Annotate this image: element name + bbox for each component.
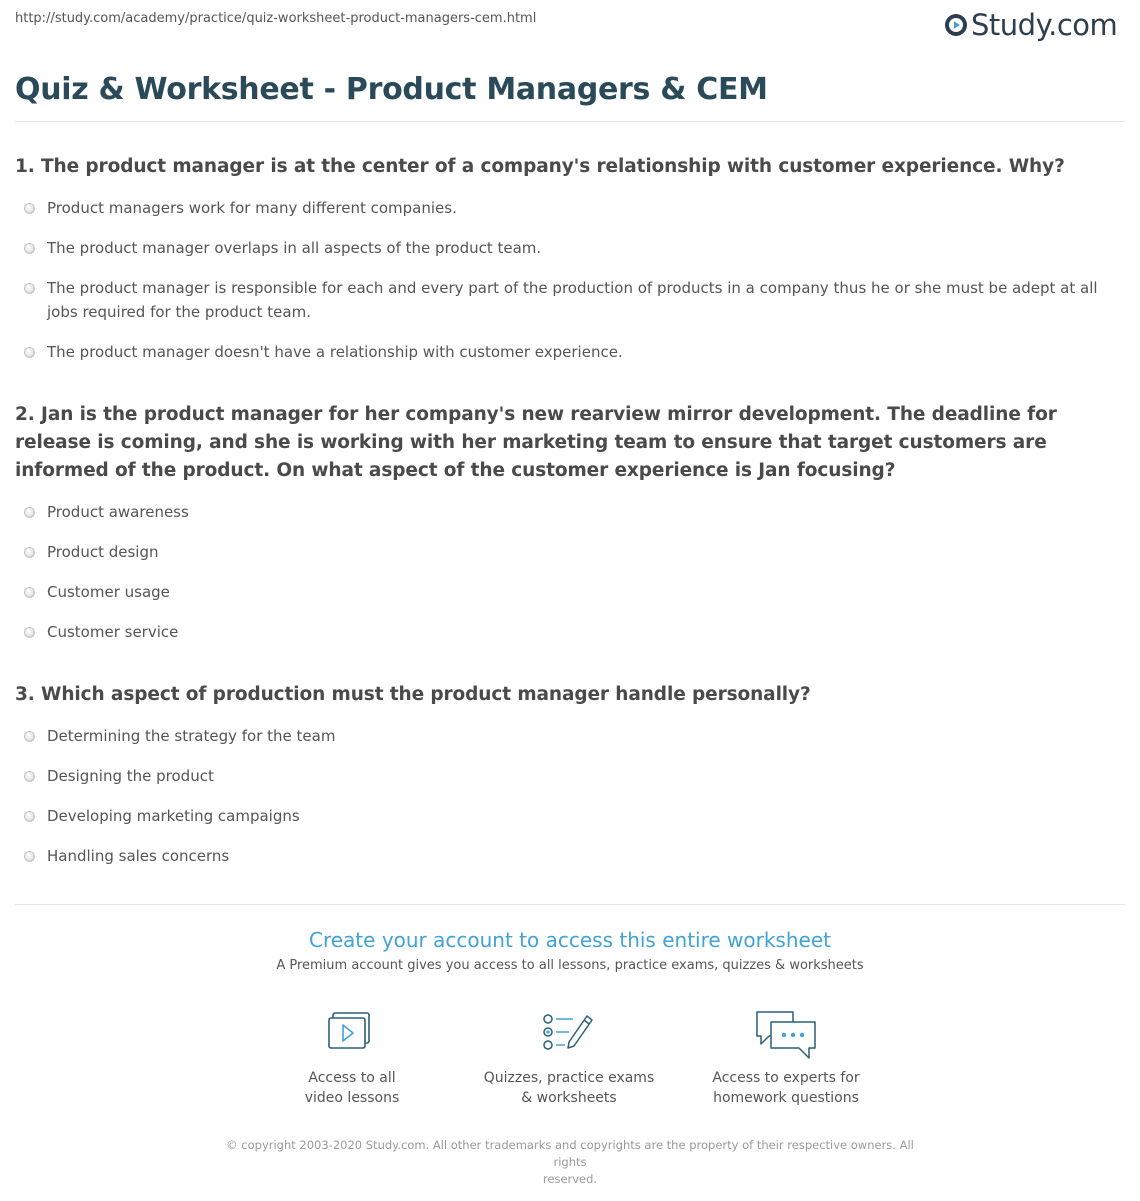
question-1 <box>15 153 1115 364</box>
answer-label: Customer usage <box>47 583 170 601</box>
cta-subtitle: A Premium account gives you access to all lessons, practice exams, quizzes & worksheets <box>276 958 864 973</box>
answer-label: Handling sales concerns <box>47 847 230 865</box>
feature-experts <box>686 1008 886 1108</box>
page-title: Quiz & Worksheet - Product Managers & CEM <box>15 72 768 107</box>
answer-option[interactable] <box>15 804 1107 828</box>
question-text: 3. Which aspect of production must the product manager handle personally? <box>15 684 811 705</box>
study-logo[interactable] <box>944 7 1117 43</box>
answer-label: Designing the product <box>47 767 214 785</box>
answer-label: The product manager is responsible for each and every part of the production of products in a company thus he or she must be adept at all jobs required for the product team. <box>47 279 1098 321</box>
chat-bubbles-icon <box>753 1008 819 1062</box>
radio-icon[interactable] <box>24 243 35 254</box>
radio-icon[interactable] <box>24 587 35 598</box>
cta-divider <box>15 904 1125 905</box>
answer-label: The product manager overlaps in all aspects of the product team. <box>47 239 542 257</box>
play-circle-icon <box>944 13 968 37</box>
radio-icon[interactable] <box>24 731 35 742</box>
title-divider <box>15 121 1125 122</box>
radio-icon[interactable] <box>24 771 35 782</box>
answer-option[interactable] <box>15 236 1107 260</box>
feature-label: Quizzes, practice exams & worksheets <box>483 1070 655 1106</box>
question-2 <box>15 401 1115 644</box>
top-bar <box>0 0 1140 50</box>
feature-video-lessons <box>252 1008 452 1108</box>
answer-label: Product managers work for many different companies. <box>47 199 457 217</box>
answer-option[interactable] <box>15 580 1107 604</box>
answer-label: Determining the strategy for the team <box>47 727 336 745</box>
feature-quizzes <box>469 1008 669 1108</box>
radio-icon[interactable] <box>24 507 35 518</box>
answer-list <box>15 724 1115 868</box>
radio-icon[interactable] <box>24 347 35 358</box>
copyright-notice: © copyright 2003-2020 Study.com. All other trademarks and copyrights are the property of their respective owners. All rights reserved. <box>226 1138 914 1186</box>
feature-label: Access to experts for homework questions <box>712 1070 860 1106</box>
question-text: 1. The product manager is at the center of a company's relationship with customer experience. Why? <box>15 156 1065 177</box>
radio-icon[interactable] <box>24 547 35 558</box>
answer-option[interactable] <box>15 196 1107 220</box>
radio-icon[interactable] <box>24 283 35 294</box>
answer-label: The product manager doesn't have a relationship with customer experience. <box>47 343 623 361</box>
answer-label: Customer service <box>47 623 179 641</box>
answer-option[interactable] <box>15 764 1107 788</box>
logo-text: Study.com <box>971 8 1118 42</box>
page-url: http://study.com/academy/practice/quiz-worksheet-product-managers-cem.html <box>15 11 537 26</box>
answer-label: Product design <box>47 543 159 561</box>
radio-icon[interactable] <box>24 627 35 638</box>
answer-label: Product awareness <box>47 503 189 521</box>
answer-list <box>15 500 1115 644</box>
answer-option[interactable] <box>15 724 1107 748</box>
radio-icon[interactable] <box>24 851 35 862</box>
answer-option[interactable] <box>15 844 1107 868</box>
answer-list <box>15 196 1115 364</box>
question-3 <box>15 681 1115 868</box>
question-text: 2. Jan is the product manager for her company's new rearview mirror development. The deadline for release is coming, and she is working with her marketing team to ensure that target customers are informed of the product. On what aspect of the customer experience is Jan focusing? <box>15 404 1057 481</box>
quiz-checklist-icon <box>539 1008 599 1058</box>
answer-label: Developing marketing campaigns <box>47 807 300 825</box>
cta-title-link[interactable]: Create your account to access this entire worksheet <box>309 928 831 952</box>
video-lessons-icon <box>322 1008 382 1058</box>
radio-icon[interactable] <box>24 203 35 214</box>
answer-option[interactable] <box>15 340 1107 364</box>
answer-option[interactable] <box>15 540 1107 564</box>
answer-option[interactable] <box>15 500 1107 524</box>
answer-option[interactable] <box>15 276 1107 324</box>
radio-icon[interactable] <box>24 811 35 822</box>
answer-option[interactable] <box>15 620 1107 644</box>
feature-label: Access to all video lessons <box>304 1070 400 1106</box>
